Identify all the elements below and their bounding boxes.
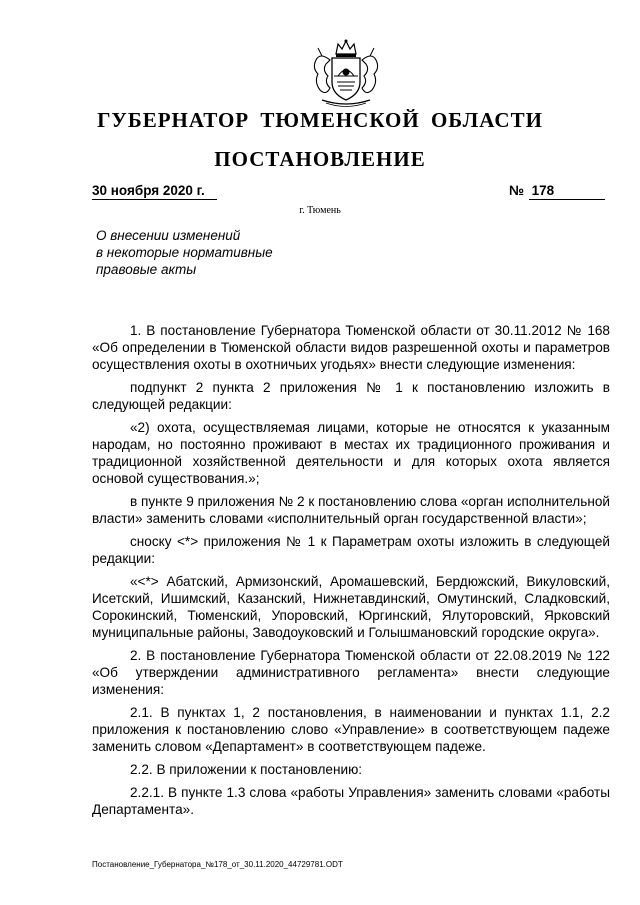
footer-filename: Постановление_Губернатора_№178_от_30.11.2020_44729781.ODT	[92, 860, 343, 869]
document-date: 30 ноября 2020 г.	[92, 183, 205, 198]
body-paragraph: 1. В постановление Губернатора Тюменской области от 30.11.2012 № 168 «Об определении в Тюменской области видов разрешенной охоты и параметров осуществления охоты в охотничьих угодьях» внести следующие изменения:	[92, 323, 610, 372]
document-number	[509, 183, 554, 198]
subject-line: в некоторые нормативные	[96, 245, 273, 260]
body-paragraph: «2) охота, осуществляемая лицами, которые не относятся к указанным народам, но постоянно проживают в местах их традиционного проживания и традиционной хозяйственной деятельности и для которых охота является основой существования.»;	[92, 420, 610, 486]
subject-line: О внесении изменений	[96, 228, 241, 243]
document-body	[92, 322, 610, 824]
body-paragraph: 2. В постановление Губернатора Тюменской области от 22.08.2019 № 122 «Об утверждении административного регламента» внести следующие изменения:	[92, 648, 610, 697]
issuing-authority: ГУБЕРНАТОР ТЮМЕНСКОЙ ОБЛАСТИ	[97, 108, 543, 132]
body-paragraph: «<*> Абатский, Армизонский, Аромашевский, Бердюжский, Викуловский, Исетский, Ишимский, Казанский, Нижнетавдинский, Омутинский, Сладковский, Сорокинский, Тюменский, Упоровский, Юргинский, Ялуторовский, Ярковский муниципальные районы, Заводоуковский и Голышмановский городские округа».	[92, 574, 610, 640]
number-label: №	[509, 183, 525, 198]
document-type: ПОСТАНОВЛЕНИЕ	[214, 147, 426, 171]
subject-line: правовые акты	[96, 262, 197, 277]
body-paragraph: подпункт 2 пункта 2 приложения № 1 к постановлению изложить в следующей редакции:	[92, 380, 610, 412]
body-paragraph: 2.2. В приложении к постановлению:	[130, 762, 363, 777]
number-value: 178	[531, 183, 555, 198]
body-paragraph: в пункте 9 приложения № 2 к постановлению слова «орган исполнительной власти» заменить словами «исполнительный орган государственной власти»;	[92, 494, 610, 526]
coat-of-arms-icon	[292, 38, 400, 110]
date-underline	[92, 199, 217, 200]
body-paragraph: 2.2.1. В пункте 1.3 слова «работы Управления» заменить словами «работы Департамента».	[92, 785, 610, 817]
document-subject	[96, 227, 316, 278]
body-paragraph: сноску <*> приложения № 1 к Параметрам охоты изложить в следующей редакции:	[92, 534, 610, 566]
number-underline	[529, 199, 605, 200]
city-name: г. Тюмень	[299, 205, 341, 216]
body-paragraph: 2.1. В пунктах 1, 2 постановления, в наименовании и пунктах 1.1, 2.2 приложения к постановлению слово «Управление» в соответствующем падеже заменить словом «Департамент» в соответствующем падеже.	[92, 705, 610, 754]
